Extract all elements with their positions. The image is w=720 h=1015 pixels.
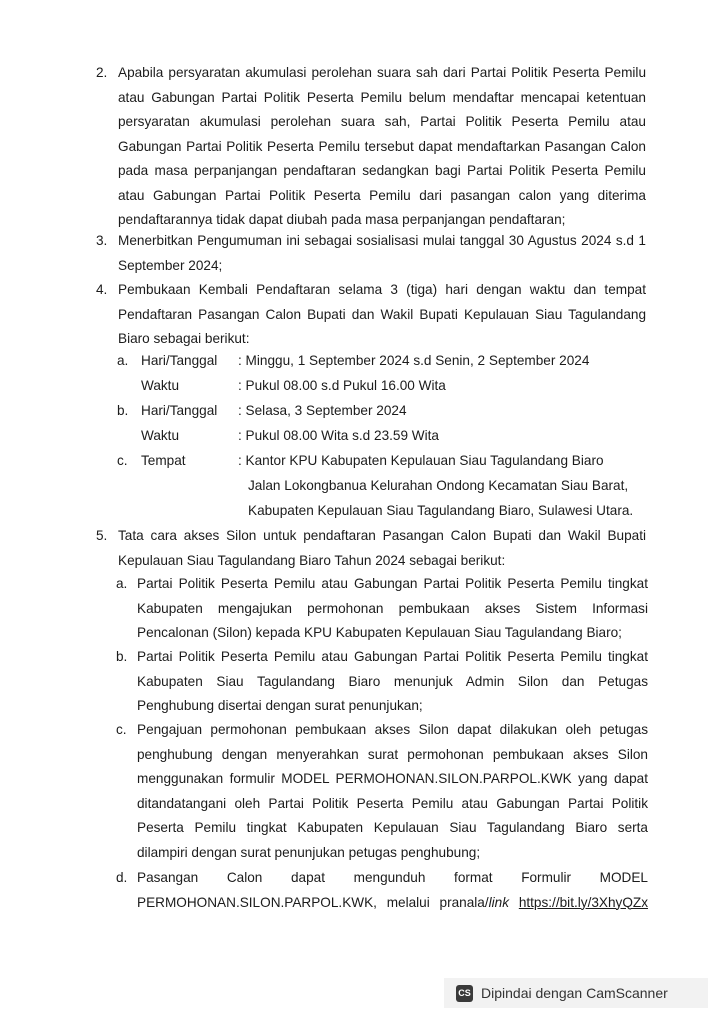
text-line: atau Gabungan Partai Politik Peserta Pemilu belum mendaftar mencapai ketentuan — [118, 89, 646, 105]
text-line: Biaro sebagai berikut: — [118, 331, 250, 346]
sub-letter: b. — [116, 649, 128, 664]
field-label: Hari/Tanggal — [141, 353, 218, 368]
field-value: : Kantor KPU Kabupaten Kepulauan Siau Tagulandang Biaro — [238, 453, 604, 468]
text-line: pada masa perpanjangan pendaftaran sedangkan bagi Partai Politik Peserta Pemilu — [118, 163, 646, 178]
text-line: Partai Politik Peserta Pemilu atau Gabungan Partai Politik Peserta Pemilu tingkat — [137, 649, 648, 664]
text-line: Kabupaten mengajukan permohonan pembukaan akses Sistem Informasi — [137, 600, 648, 616]
text-line: pendaftarannya tidak dapat diubah pada masa perpanjangan pendaftaran; — [118, 212, 566, 227]
field-label: Waktu — [141, 428, 180, 443]
sub-letter: c. — [117, 453, 128, 468]
field-value: : Pukul 08.00 Wita s.d 23.59 Wita — [238, 428, 439, 443]
download-link[interactable]: https://bit.ly/3XhyQZx — [518, 894, 648, 910]
text-line: penghubung dengan menyerahkan surat permohonan pembukaan akses Silon — [137, 746, 648, 762]
sub-letter: a. — [116, 576, 128, 591]
field-value: Kabupaten Kepulauan Siau Tagulandang Biaro, Sulawesi Utara. — [248, 503, 634, 518]
text-line: Pembukaan Kembali Pendaftaran selama 3 (tiga) hari dengan waktu dan tempat — [118, 282, 646, 297]
text-line: persyaratan akumulasi perolehan suara sah, Partai Politik Peserta Pemilu atau — [118, 114, 646, 129]
text-line: Kepulauan Siau Tagulandang Biaro Tahun 2024 sebagai berikut: — [118, 552, 506, 568]
text-line: ditandatangani oleh Partai Politik Peserta Pemilu atau Gabungan Partai Politik — [137, 795, 648, 811]
item-2-paragraph — [118, 61, 646, 233]
sub-letter: b. — [117, 403, 129, 418]
text-line: Apabila persyaratan akumulasi perolehan suara sah dari Partai Politik Peserta Pemilu — [118, 65, 646, 80]
text-line: Tata cara akses Silon untuk pendaftaran Pasangan Calon Bupati dan Wakil Bupati — [118, 528, 646, 543]
item-4-paragraph — [118, 278, 646, 352]
item-5b-paragraph — [137, 645, 648, 719]
watermark-text: Dipindai dengan CamScanner — [481, 985, 668, 1001]
text-line: Gabungan Partai Politik Peserta Pemilu tersebut dapat mendaftarkan Pasangan Calon — [118, 138, 646, 154]
field-value: : Minggu, 1 September 2024 s.d Senin, 2 September 2024 — [238, 353, 590, 368]
text-line: atau Gabungan Partai Politik Peserta Pemilu dari pasangan calon yang diterima — [118, 187, 646, 203]
field-value: : Selasa, 3 September 2024 — [238, 403, 407, 418]
item-number: 2. — [96, 65, 108, 80]
text-line: Peserta Pemilu tingkat Kabupaten Kepulauan Siau Tagulandang Biaro serta — [137, 820, 648, 835]
camscanner-watermark — [444, 978, 708, 1008]
text-line: dilampiri dengan surat penunjukan petugas penghubung; — [137, 844, 481, 860]
text-line: Pendaftaran Pasangan Calon Bupati dan Wakil Bupati Kepulauan Siau Tagulandang — [118, 306, 646, 322]
text-line: Pengajuan permohonan pembukaan akses Silon dapat dilakukan oleh petugas — [137, 722, 648, 737]
text-line: Partai Politik Peserta Pemilu atau Gabungan Partai Politik Peserta Pemilu tingkat — [137, 576, 648, 591]
item-5a-paragraph — [137, 572, 648, 646]
text-fragment: PERMOHONAN.SILON.PARPOL.KWK, melalui pranala/ — [137, 894, 489, 910]
text-line: September 2024; — [118, 257, 223, 273]
text-line: Kabupaten Siau Tagulandang Biaro menunjuk Admin Silon dan Petugas — [137, 673, 648, 689]
item-number: 4. — [96, 282, 108, 297]
text-line: menggunakan formulir MODEL PERMOHONAN.SILON.PARPOL.KWK yang dapat — [137, 771, 648, 786]
text-line: Menerbitkan Pengumuman ini sebagai sosialisasi mulai tanggal 30 Agustus 2024 s.d 1 — [118, 233, 646, 248]
text-line: Penghubung disertai dengan surat penunjukan; — [137, 698, 423, 713]
field-label: Hari/Tanggal — [141, 403, 218, 418]
text-fragment: link — [488, 894, 510, 910]
field-label: Tempat — [141, 453, 186, 468]
text-line-with-link — [137, 891, 648, 916]
item-3-paragraph — [118, 229, 646, 278]
item-5d-paragraph — [137, 866, 648, 915]
item-5c-paragraph — [137, 718, 648, 865]
text-line: Pasangan Calon dapat mengunduh format Formulir MODEL — [137, 870, 648, 885]
field-value: : Pukul 08.00 s.d Pukul 16.00 Wita — [238, 378, 446, 393]
item-number: 3. — [96, 233, 108, 248]
item-5-paragraph — [118, 524, 646, 573]
field-value: Jalan Lokongbanua Kelurahan Ondong Kecamatan Siau Barat, — [248, 478, 629, 493]
sub-letter: a. — [117, 353, 129, 368]
sub-letter: c. — [116, 722, 127, 737]
camscanner-icon: CS — [456, 985, 473, 1002]
field-label: Waktu — [141, 378, 180, 393]
text-line: Pencalonan (Silon) kepada KPU Kabupaten Kepulauan Siau Tagulandang Biaro; — [137, 625, 622, 640]
sub-letter: d. — [116, 870, 128, 885]
item-number: 5. — [96, 528, 108, 543]
